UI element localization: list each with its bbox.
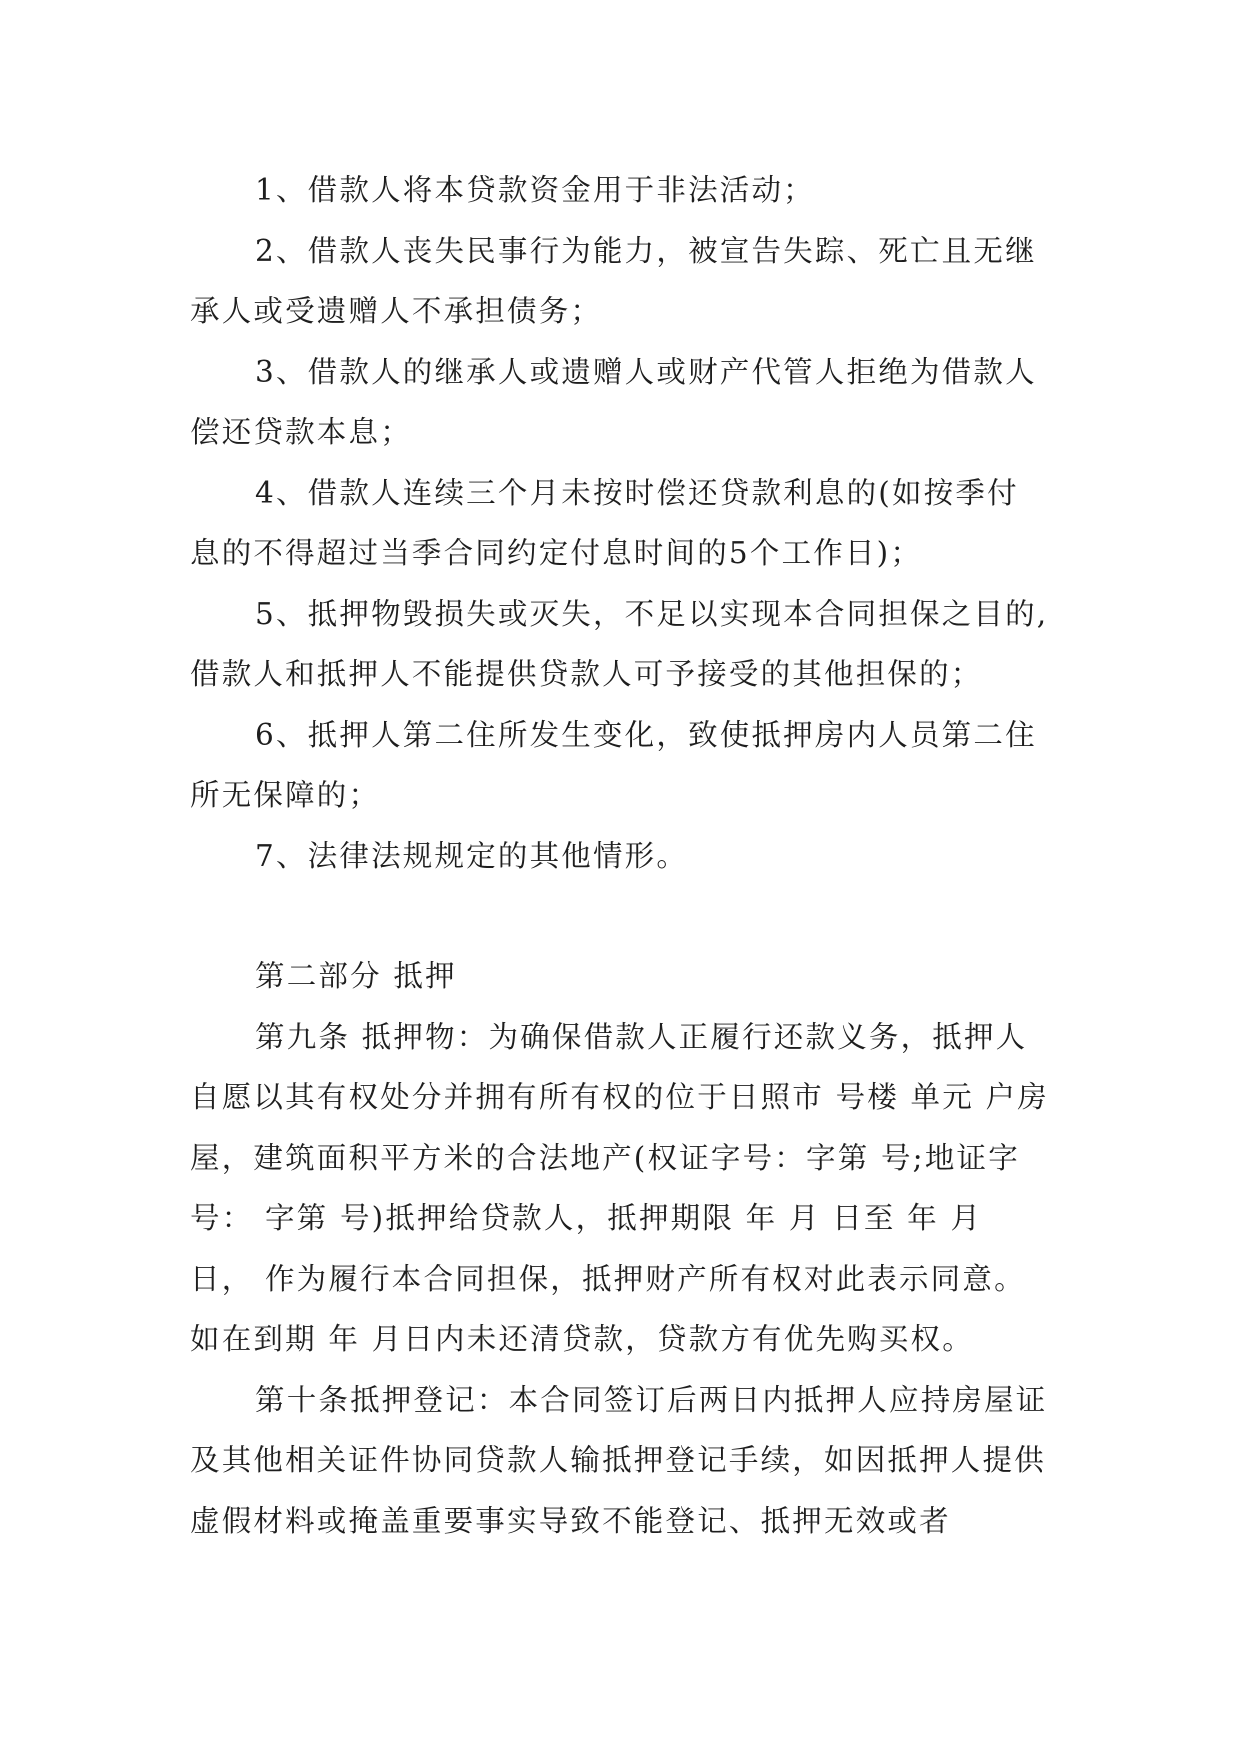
list-item: 6、抵押人第二住所发生变化，致使抵押房内人员第二住所无保障的； [190, 717, 1037, 812]
section-heading: 第二部分 抵押 [255, 959, 457, 993]
list-item: 2、借款人丧失民事行为能力，被宣告失踪、死亡且无继承人或受遗赠人不承担债务； [190, 233, 1037, 328]
list-item: 4、借款人连续三个月未按时偿还贷款利息的(如按季付息的不得超过当季合同约定付息时间的5个工作日)； [190, 475, 1019, 570]
list-item: 1、借款人将本贷款资金用于非法活动； [255, 173, 815, 207]
list-item: 3、借款人的继承人或遗赠人或财产代管人拒绝为借款人偿还贷款本息； [190, 354, 1037, 449]
section-spacer [190, 886, 1050, 946]
list-item: 5、抵押物毁损失或灭失，不足以实现本合同担保之目的,借款人和抵押人不能提供贷款人可予接受的其他担保的； [190, 596, 1049, 691]
list-item: 7、法律法规规定的其他情形。 [255, 838, 689, 873]
article-9-paragraph: 第九条 抵押物：为确保借款人正履行还款义务，抵押人自愿以其有权处分并拥有所有权的位于日照市 号楼 单元 户房屋，建筑面积平方米的合法地产(权证字号：字第 号;地证字号： 字第 号)抵押给贷款人，抵押期限 年 月 日至 年 月 日， 作为履行本合同担保，抵押财产所有权对此表示同意。如在到期 年 月日内未还清贷款，贷款方有优先购买权。 [190, 1019, 1049, 1356]
article-10-paragraph: 第十条抵押登记：本合同签订后两日内抵押人应持房屋证及其他相关证件协同贷款人输抵押登记手续，如因抵押人提供虚假材料或掩盖重要事实导致不能登记、抵押无效或者 [190, 1382, 1048, 1538]
document-body [190, 160, 1050, 1551]
